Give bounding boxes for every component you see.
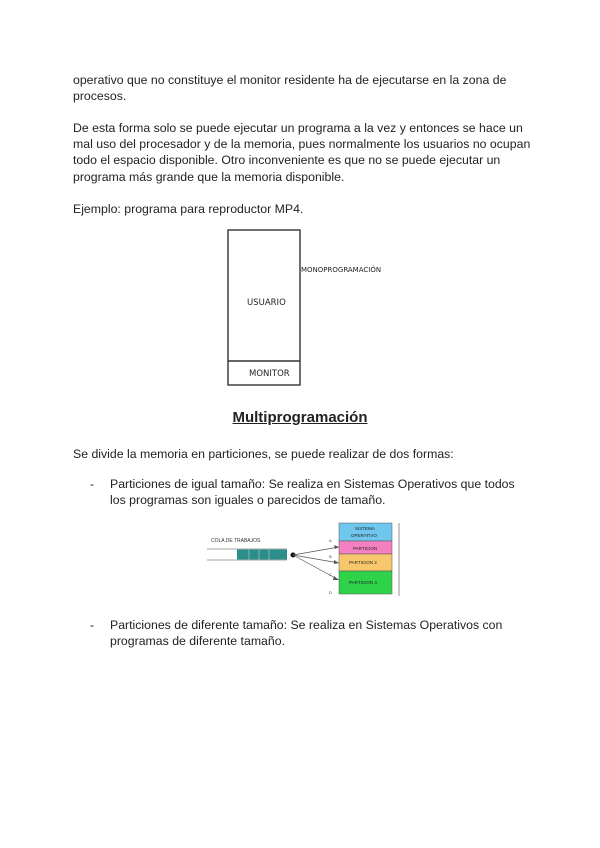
svg-text:SISTEMA: SISTEMA (355, 526, 375, 531)
queue-bar (237, 550, 287, 560)
letter-b: B (329, 554, 332, 559)
monoprogramming-figure (220, 225, 390, 390)
multiprogramming-figure (205, 520, 410, 600)
svg-text:PARTICION: PARTICION (353, 546, 378, 551)
section-title: Multiprogramación (232, 409, 368, 426)
bullet-variable-partitions: Particiones de diferente tamaño: Se realiza en Sistemas Operativos con programas de diferente tamaño. (110, 618, 503, 649)
letter-c: C (329, 572, 332, 577)
intro-text: Se divide la memoria en particiones, se puede realizar de dos formas: (73, 447, 454, 461)
paragraph-monoprogramming-drawbacks: De esta forma solo se puede ejecutar un programa a la vez y entonces se hace un mal uso del procesador y de la memoria, pues normalmente los usuarios no ocupan todo el espacio disponible. Otro inconveniente es que no se puede ejecutar un programa más grande que la memoria disponible. (73, 121, 531, 184)
svg-text:PARTICION 3: PARTICION 3 (349, 580, 377, 585)
queue-label: COLA DE TRABAJOS (211, 538, 261, 544)
svg-text:PARTICION 2: PARTICION 2 (349, 560, 377, 565)
paragraph-continuation: operativo que no constituye el monitor residente ha de ejecutarse en la zona de procesos. (73, 73, 507, 104)
paragraph-example: Ejemplo: programa para reproductor MP4. (73, 202, 304, 216)
monitor-label: MONITOR (249, 369, 290, 379)
bullet-equal-partitions: Particiones de igual tamaño: Se realiza en Sistemas Operativos que todos los programas son iguales o parecidos de tamaño. (110, 477, 515, 508)
usuario-label: USUARIO (247, 298, 286, 308)
arrow-to-p1 (293, 547, 339, 555)
monoprogramacion-label: MONOPROGRAMACIÓN (301, 266, 382, 274)
bullet-marker: - (90, 618, 95, 632)
bullet-marker: - (90, 477, 95, 491)
letter-d: D (329, 590, 332, 595)
svg-text:OPERATIVO: OPERATIVO (351, 533, 377, 538)
letter-a: A (329, 538, 332, 543)
